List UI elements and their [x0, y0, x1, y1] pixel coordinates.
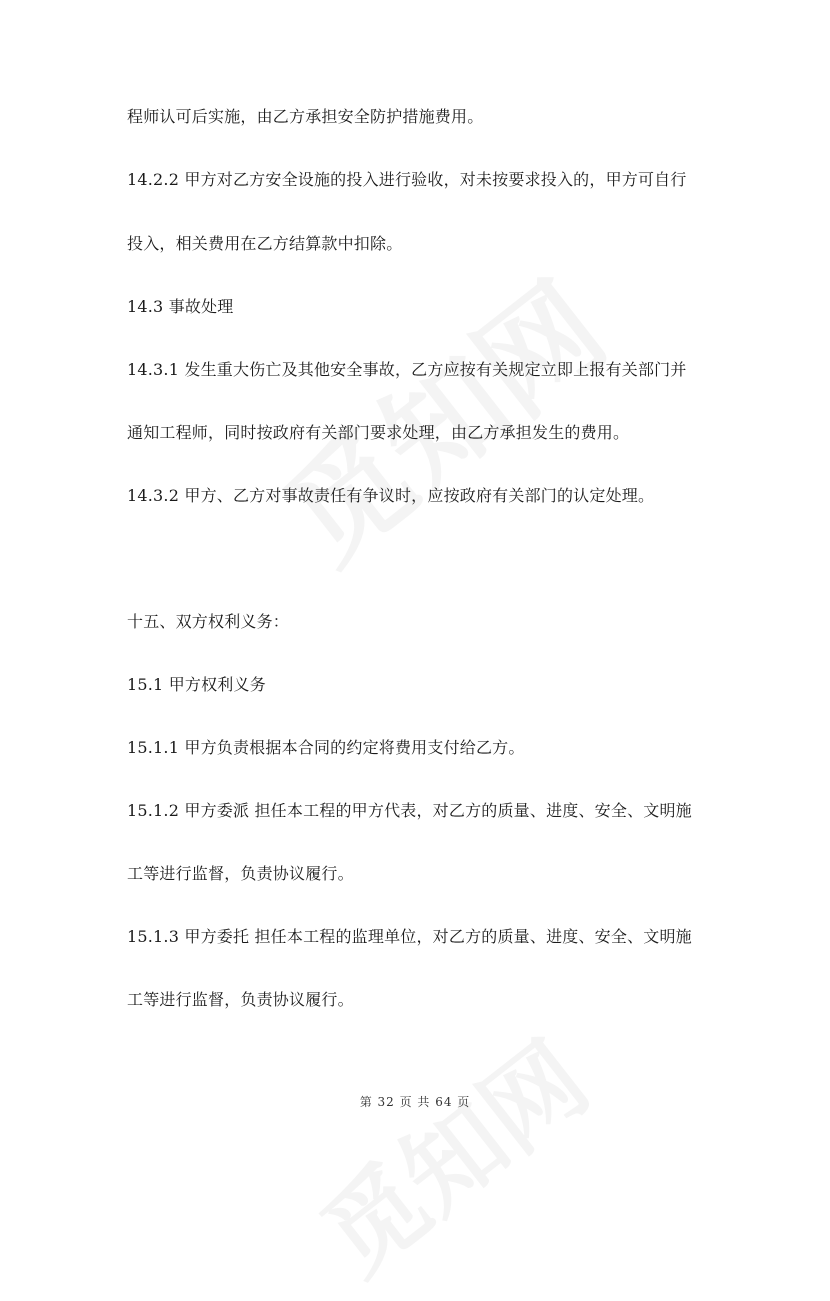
chapter-heading: 十五、双方权利义务： [127, 612, 290, 631]
watermark [245, 237, 635, 594]
watermark [287, 1003, 612, 1301]
section-heading: 15.1 甲方权利义务 [127, 675, 266, 694]
section-heading: 14.3 事故处理 [127, 297, 234, 316]
paragraph-line: 14.2.2 甲方对乙方安全设施的投入进行验收，对未按要求投入的，甲方可自行 [127, 170, 687, 189]
paragraph-line: 工等进行监督，负责协议履行。 [127, 864, 354, 883]
paragraph-line: 投入，相关费用在乙方结算款中扣除。 [127, 234, 403, 253]
paragraph-line: 15.1.3 甲方委托 担任本工程的监理单位，对乙方的质量、进度、安全、文明施 [127, 927, 692, 946]
paragraph-line: 15.1.1 甲方负责根据本合同的约定将费用支付给乙方。 [127, 738, 525, 757]
paragraph-line: 通知工程师，同时按政府有关部门要求处理，由乙方承担发生的费用。 [127, 423, 630, 442]
paragraph-line: 14.3.2 甲方、乙方对事故责任有争议时，应按政府有关部门的认定处理。 [127, 486, 655, 505]
paragraph-line: 15.1.2 甲方委派 担任本工程的甲方代表，对乙方的质量、进度、安全、文明施 [127, 801, 692, 820]
paragraph-line: 程师认可后实施，由乙方承担安全防护措施费用。 [127, 107, 484, 126]
page-number: 第 32 页 共 64 页 [359, 1095, 471, 1109]
paragraph-line: 14.3.1 发生重大伤亡及其他安全事故，乙方应按有关规定立即上报有关部门并 [127, 360, 687, 379]
paragraph-line: 工等进行监督，负责协议履行。 [127, 990, 354, 1009]
